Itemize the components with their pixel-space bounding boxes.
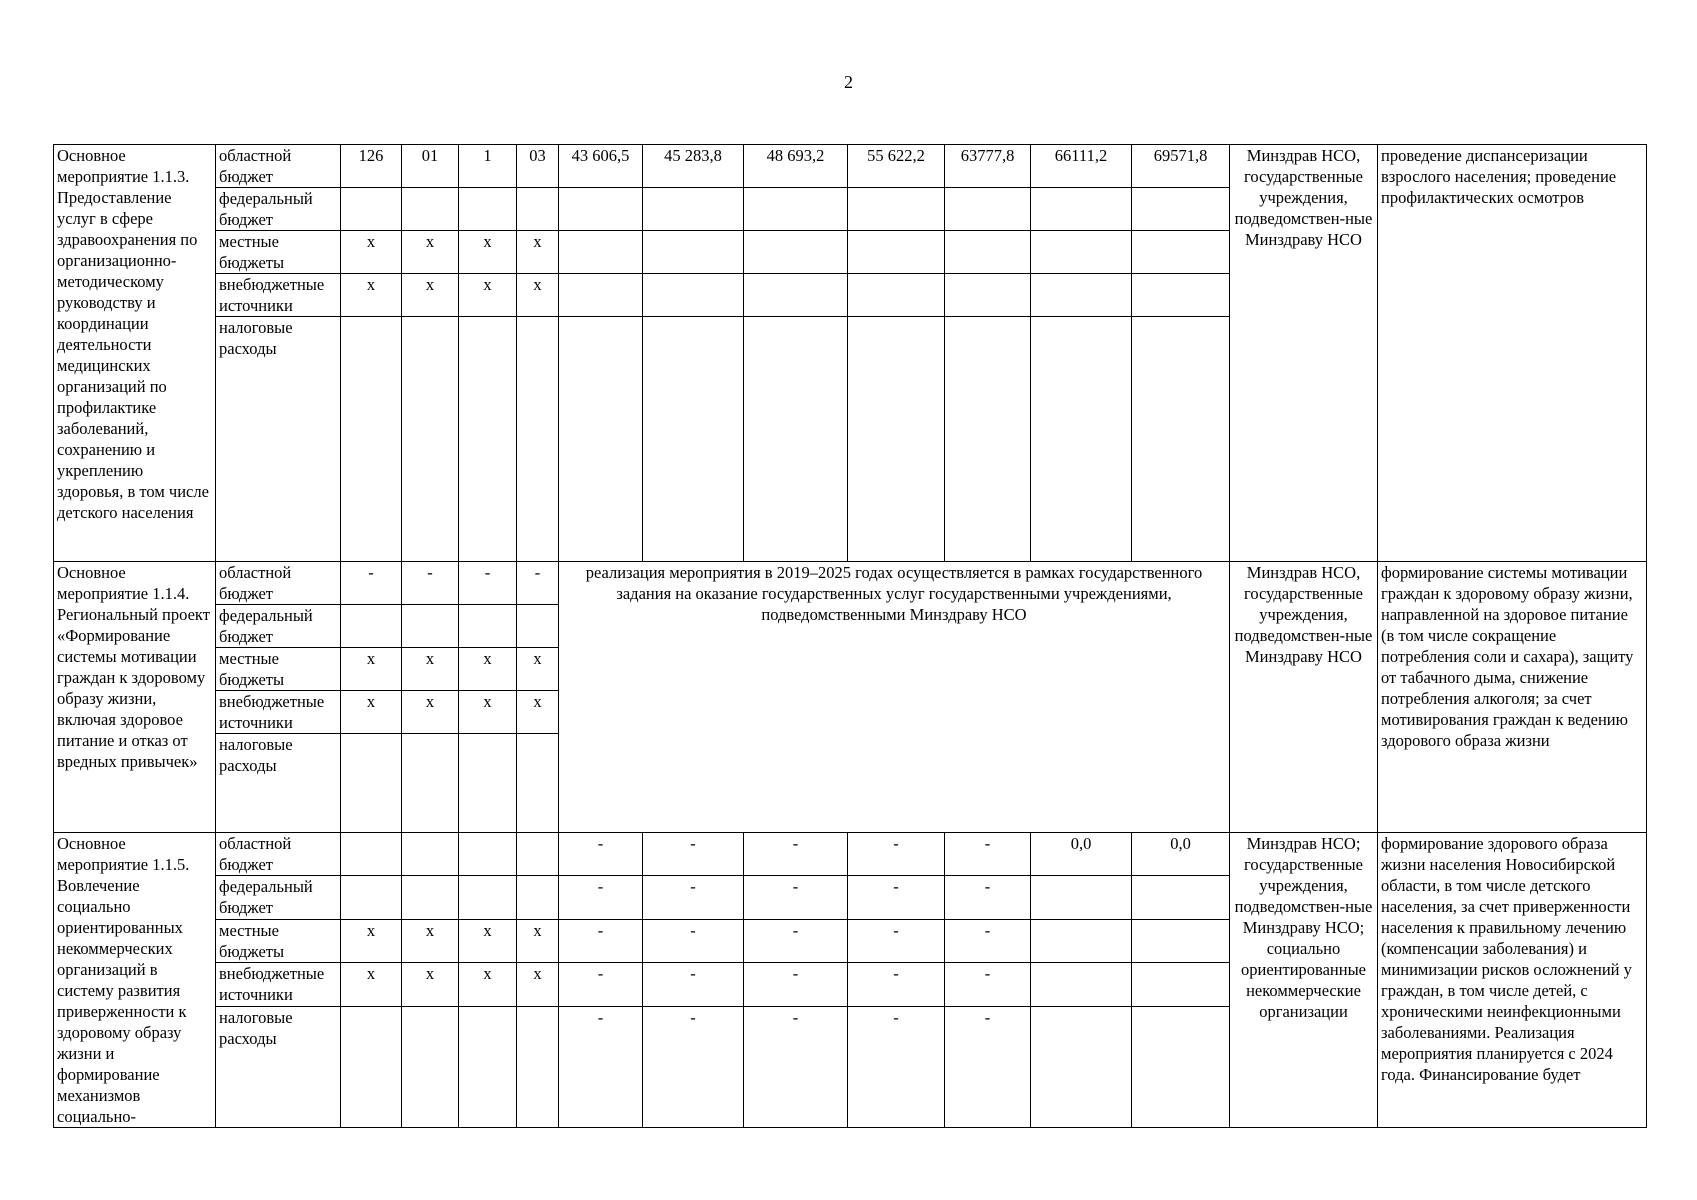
executor: Минздрав НСО, государственные учреждения, подведомствен-ные Минздраву НСО [1230, 145, 1378, 562]
value-cell: - [559, 876, 643, 919]
value-cell: - [744, 919, 848, 962]
code-cell: 03 [517, 145, 559, 188]
value-cell: - [744, 963, 848, 1006]
table-row [54, 833, 1647, 876]
value-cell: - [643, 963, 744, 1006]
source-name: местные бюджеты [216, 231, 341, 274]
source-name: налоговые расходы [216, 734, 341, 833]
value-cell: - [848, 876, 945, 919]
implementation-note: реализация мероприятия в 2019–2025 годах осуществляется в рамках государственного задания на оказание государственных услуг государственными учреждениями, подведомственными Минздраву НСО [559, 562, 1230, 833]
value-cell: - [744, 833, 848, 876]
code-cell: - [517, 562, 559, 605]
value-cell: - [559, 919, 643, 962]
source-name: областной бюджет [216, 145, 341, 188]
code-cell: x [402, 274, 459, 317]
table-row [54, 562, 1647, 605]
code-cell: - [341, 562, 402, 605]
code-cell: 1 [459, 145, 517, 188]
code-cell: x [517, 963, 559, 1006]
source-name: областной бюджет [216, 562, 341, 605]
code-cell: x [341, 919, 402, 962]
executor: Минздрав НСО, государственные учреждения, подведомствен-ные Минздраву НСО [1230, 562, 1378, 833]
expected-result: проведение диспансеризации взрослого населения; проведение профилактических осмотров [1378, 145, 1647, 562]
code-cell: x [341, 691, 402, 734]
source-name: федеральный бюджет [216, 188, 341, 231]
value-cell: - [559, 963, 643, 1006]
table-row [54, 145, 1647, 188]
code-cell: x [402, 231, 459, 274]
expected-result: формирование системы мотивации граждан к здоровому образу жизни, направленной на здоровое питание (в том числе сокращение потребления соли и сахара), защиту от табачного дыма, снижение потребления алкоголя; за счет мотивирования граждан к ведению здорового образа жизни [1378, 562, 1647, 833]
code-cell: 126 [341, 145, 402, 188]
value-cell: - [848, 963, 945, 1006]
value-cell: 66111,2 [1031, 145, 1132, 188]
value-cell: - [945, 963, 1031, 1006]
source-name: налоговые расходы [216, 1006, 341, 1127]
value-cell: - [559, 1006, 643, 1127]
measure-name: Основное мероприятие 1.1.5. Вовлечение социально ориентированных некоммерческих организаций в систему развития приверженности к здоровому образу жизни и формирование механизмов социально- [54, 833, 216, 1128]
code-cell: x [459, 963, 517, 1006]
value-cell: - [643, 833, 744, 876]
value-cell: - [643, 876, 744, 919]
source-name: внебюджетные источники [216, 274, 341, 317]
code-cell: x [517, 919, 559, 962]
source-name: местные бюджеты [216, 919, 341, 962]
measures-table [53, 144, 1647, 1128]
value-cell: 0,0 [1132, 833, 1230, 876]
source-name: внебюджетные источники [216, 963, 341, 1006]
code-cell: x [402, 919, 459, 962]
value-cell: 63777,8 [945, 145, 1031, 188]
source-name: федеральный бюджет [216, 876, 341, 919]
code-cell: 01 [402, 145, 459, 188]
expected-result: формирование здорового образа жизни населения Новосибирской области, в том числе детского населения, за счет приверженности населения к правильному лечению (компенсации заболевания) и минимизации рисков осложнений у граждан, в том числе детей, с хроническими неинфекционными заболеваниями. Реализация мероприятия планируется с 2024 года. Финансирование будет [1378, 833, 1647, 1128]
value-cell: 0,0 [1031, 833, 1132, 876]
code-cell: x [341, 231, 402, 274]
code-cell: x [459, 691, 517, 734]
code-cell: x [459, 231, 517, 274]
value-cell: 43 606,5 [559, 145, 643, 188]
source-name: внебюджетные источники [216, 691, 341, 734]
value-cell: 48 693,2 [744, 145, 848, 188]
value-cell: - [643, 919, 744, 962]
value-cell: 45 283,8 [643, 145, 744, 188]
value-cell: - [744, 876, 848, 919]
source-name: налоговые расходы [216, 317, 341, 562]
page-number: 2 [844, 72, 853, 92]
code-cell: x [459, 648, 517, 691]
code-cell: x [402, 963, 459, 1006]
value-cell: - [848, 919, 945, 962]
value-cell: - [848, 1006, 945, 1127]
code-cell: x [459, 919, 517, 962]
value-cell: - [945, 1006, 1031, 1127]
source-name: местные бюджеты [216, 648, 341, 691]
value-cell: 55 622,2 [848, 145, 945, 188]
code-cell: x [402, 648, 459, 691]
code-cell: x [517, 274, 559, 317]
code-cell: x [341, 648, 402, 691]
code-cell: x [341, 274, 402, 317]
executor: Минздрав НСО; государственные учреждения, подведомствен-ные Минздраву НСО; социально ориентированные некоммерческие организации [1230, 833, 1378, 1128]
value-cell: - [643, 1006, 744, 1127]
code-cell: x [517, 648, 559, 691]
measure-name: Основное мероприятие 1.1.4. Региональный проект «Формирование системы мотивации граждан к здоровому образу жизни, включая здоровое питание и отказ от вредных привычек» [54, 562, 216, 833]
code-cell: x [341, 963, 402, 1006]
code-cell: x [517, 691, 559, 734]
value-cell: - [848, 833, 945, 876]
value-cell: - [945, 876, 1031, 919]
code-cell: x [517, 231, 559, 274]
measure-name: Основное мероприятие 1.1.3. Предоставление услуг в сфере здравоохранения по организационно-методическому руководству и координации деятельности медицинских организаций по профилактике заболеваний, сохранению и укреплению здоровья, в том числе детского населения [54, 145, 216, 562]
value-cell: - [559, 833, 643, 876]
code-cell: - [402, 562, 459, 605]
value-cell: - [945, 833, 1031, 876]
value-cell: - [945, 919, 1031, 962]
value-cell: 69571,8 [1132, 145, 1230, 188]
value-cell: - [744, 1006, 848, 1127]
source-name: областной бюджет [216, 833, 341, 876]
code-cell: - [459, 562, 517, 605]
code-cell: x [402, 691, 459, 734]
code-cell: x [459, 274, 517, 317]
source-name: федеральный бюджет [216, 605, 341, 648]
